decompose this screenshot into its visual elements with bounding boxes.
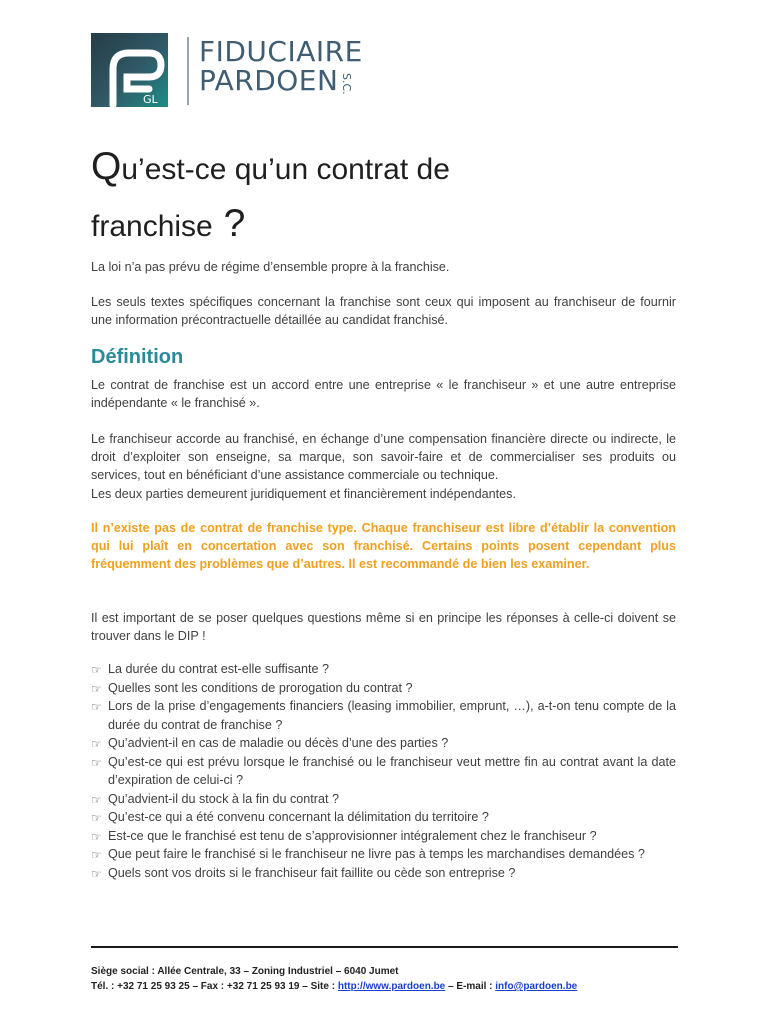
list-item [91,808,676,827]
list-item [91,734,676,753]
question-text: Qu’est-ce qui est prévu lorsque le franchisé ou le franchiseur veut mettre fin au contrat avant la date d’expiration de celui-ci ? [108,754,676,787]
definition-paragraph-2: Le franchiseur accorde au franchisé, en échange d’une compensation financière directe ou indirecte, le droit d’exploiter son enseigne, sa marque, son savoir-faire et de commercialiser ses produits ou services, tout en bénéficiant d’une assistance commerciale ou technique. [91,432,676,482]
email-link[interactable]: info@pardoen.be [495,981,578,992]
footer [91,964,691,994]
questions-intro-paragraph: Il est important de se poser quelques questions même si en principe les réponses à celle-ci doivent se trouver dans le DIP ! [91,611,676,643]
question-text: Lors de la prise d’engagements financiers (leasing immobilier, emprunt, …), a-t-on tenu compte de la durée du contrat de franchise ? [108,699,676,732]
pointing-hand-icon: ☞ [91,663,102,677]
list-item [91,753,676,790]
list-item [91,697,676,734]
logo-line-2: PARDOEN [199,64,339,97]
company-logo [91,33,381,109]
intro-paragraph-2: Les seuls textes spécifiques concernant la franchise sont ceux qui imposent au franchiseur de fournir une information précontractuelle détaillée au candidat franchisé. [91,295,676,327]
question-text: Que peut faire le franchisé si le franchiseur ne livre pas à temps les marchandises demandées ? [108,847,645,861]
definition-paragraph-3: Les deux parties demeurent juridiquement et financièrement indépendantes. [91,487,516,501]
title-question-mark: ? [212,202,246,245]
pointing-hand-icon: ☞ [91,829,102,844]
question-text: Qu’est-ce qui a été convenu concernant la délimitation du territoire ? [108,810,489,824]
pointing-hand-icon: ☞ [91,848,102,862]
definition-paragraph-1: Le contrat de franchise est un accord entre une entreprise « le franchiseur » et une autre entreprise indépendante « le franchisé ». [91,378,676,410]
pointing-hand-icon: ☞ [91,755,102,770]
page-title [91,140,691,254]
website-link[interactable]: http://www.pardoen.be [337,981,446,992]
footer-phone-fax: Tél. : +32 71 25 93 25 – Fax : +32 71 25 93 19 – Site : [91,981,338,992]
question-text: Qu’advient-il du stock à la fin du contrat ? [108,791,340,806]
questions-list [91,660,676,882]
question-text: La durée du contrat est-elle suffisante ? [108,662,329,676]
highlight-paragraph: Il n’existe pas de contrat de franchise type. Chaque franchiseur est libre d’établir la convention qui lui plaît en concertation avec son franchisé. Certains points posent cependant plus fréquemment des problèmes que d’autres. Il est recommandé de bien les examiner. [91,521,676,571]
list-item [91,790,676,809]
title-line-1: u’est-ce qu’un contrat de [121,153,450,186]
pointing-hand-icon: ☞ [91,811,102,825]
title-cap: Q [91,145,122,188]
list-item [91,679,676,698]
intro-paragraph-1: La loi n’a pas prévu de régime d’ensemble propre à la franchise. [91,260,450,274]
footer-address: Siège social : Allée Centrale, 33 – Zoning Industriel – 6040 Jumet [91,966,399,977]
list-item [91,827,676,846]
logo-suffix: S.C. [340,73,353,95]
question-text: Quels sont vos droits si le franchiseur fait faillite ou cède son entreprise ? [108,865,516,880]
question-text: Quelles sont les conditions de prorogation du contrat ? [108,680,413,695]
question-text: Qu’advient-il en cas de maladie ou décès d’une des parties ? [108,736,449,750]
question-text: Est-ce que le franchisé est tenu de s’approvisionner intégralement chez le franchiseur ? [108,828,597,843]
logo-divider [187,37,189,105]
list-item [91,864,676,883]
definition-heading: Définition [91,346,184,368]
pointing-hand-icon: ☞ [91,866,102,881]
footer-divider [91,946,678,948]
title-line-2: franchise [91,210,213,243]
logo-wordmark [199,37,363,95]
footer-email-label: – E-mail : [445,981,496,992]
logo-initials: GL [143,93,158,106]
pointing-hand-icon: ☞ [91,737,102,751]
list-item [91,845,676,864]
footer-contact [91,979,691,994]
pointing-hand-icon: ☞ [91,700,102,714]
logo-line-1: FIDUCIAIRE [199,35,363,68]
list-item [91,660,676,679]
pointing-hand-icon: ☞ [91,792,102,807]
pointing-hand-icon: ☞ [91,681,102,696]
logo-mark-icon [91,33,168,107]
